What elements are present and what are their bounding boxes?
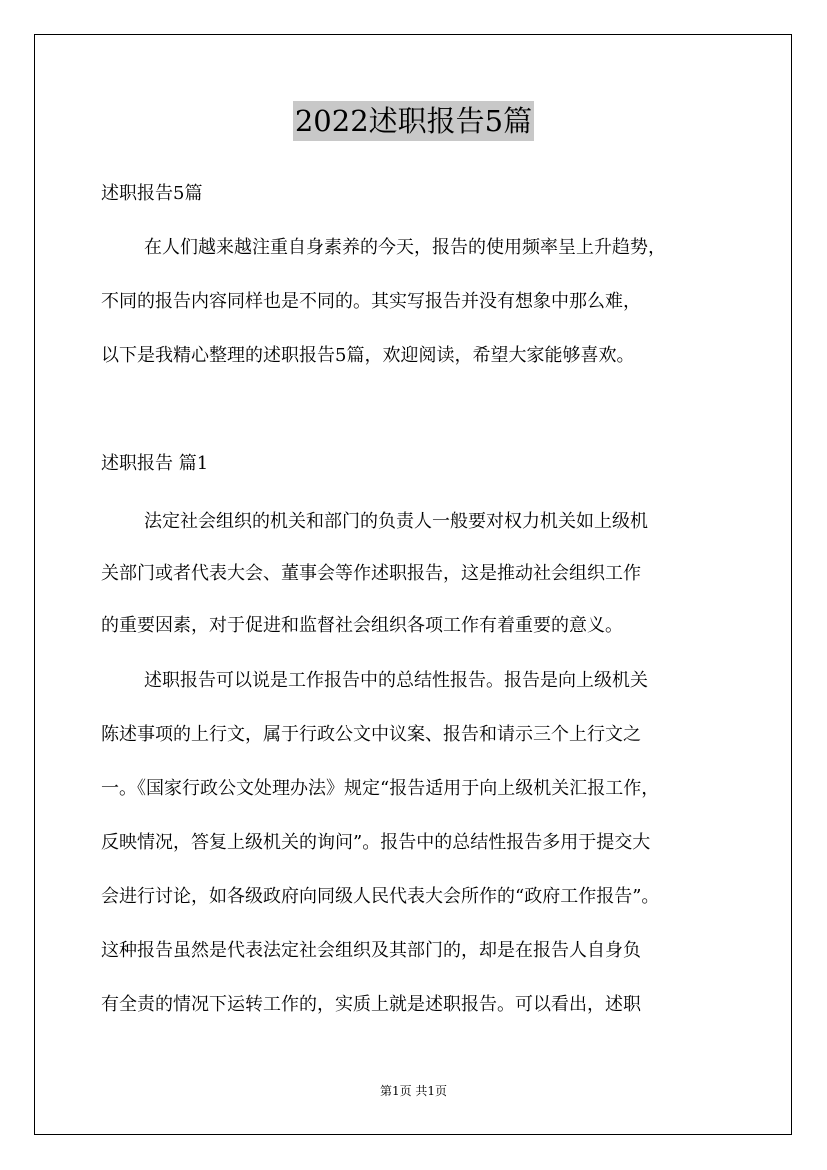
para2-line-7: 有全责的情况下运转工作的，实质上就是述职报告。可以看出，述职	[101, 994, 641, 1015]
intro-line-3: 以下是我精心整理的述职报告5篇，欢迎阅读，希望大家能够喜欢。	[101, 345, 635, 366]
para2-line-5: 会进行讨论，如各级政府向同级人民代表大会所作的“政府工作报告”。	[101, 886, 660, 907]
para1-line-1: 法定社会组织的机关和部门的负责人一般要对权力机关如上级机	[144, 511, 648, 532]
para2-line-3: 一。《国家行政公文处理办法》规定“报告适用于向上级机关汇报工作，	[101, 778, 660, 799]
intro-line-2: 不同的报告内容同样也是不同的。其实写报告并没有想象中那么难，	[101, 291, 641, 312]
document-title	[0, 101, 827, 141]
para2-line-4: 反映情况，答复上级机关的询问”。报告中的总结性报告多用于提交大	[101, 832, 651, 853]
document-title-text: 2022述职报告5篇	[293, 101, 534, 141]
para1-line-3: 的重要因素，对于促进和监督社会组织各项工作有着重要的意义。	[101, 615, 623, 636]
para2-line-1: 述职报告可以说是工作报告中的总结性报告。报告是向上级机关	[144, 670, 648, 691]
para2-line-2: 陈述事项的上行文，属于行政公文中议案、报告和请示三个上行文之	[101, 724, 641, 745]
para1-line-2: 关部门或者代表大会、董事会等作述职报告，这是推动社会组织工作	[101, 563, 641, 584]
page-footer: 第1页 共1页	[379, 1084, 448, 1098]
section-heading: 述职报告 篇1	[101, 453, 209, 474]
subtitle: 述职报告5篇	[101, 183, 203, 204]
para2-line-6: 这种报告虽然是代表法定社会组织及其部门的，却是在报告人自身负	[101, 940, 641, 961]
intro-line-1: 在人们越来越注重自身素养的今天，报告的使用频率呈上升趋势，	[144, 237, 666, 258]
